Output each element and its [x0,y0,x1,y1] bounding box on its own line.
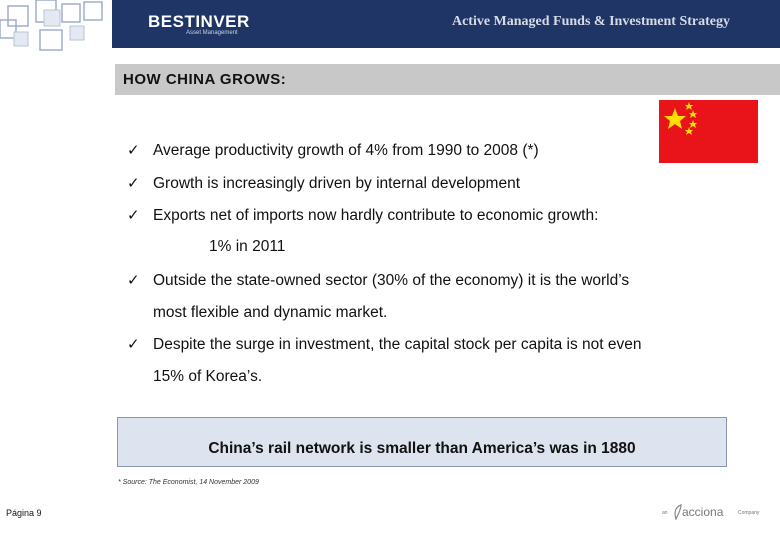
company-suffix: Company [738,510,760,516]
check-icon: ✓ [127,272,140,289]
callout-box [117,417,727,467]
check-icon: ✓ [127,336,140,353]
china-flag-image [659,100,758,163]
brand-logo: BESTINVER [148,12,250,31]
page-number: Página 9 [6,508,42,518]
bullet-text: Outside the state-owned sector (30% of the economy) it is the world’s [153,272,630,289]
callout-text: China’s rail network is smaller than America’s was in 1880 [208,440,636,457]
check-icon: ✓ [127,207,140,224]
check-icon: ✓ [127,142,140,159]
company-name: acciona [682,505,724,519]
page-title: HOW CHINA GROWS: [123,71,287,88]
header-tagline: Active Managed Funds & Investment Strategy [451,14,730,29]
header-band [112,0,780,48]
source-footnote: * Source: The Economist, 14 November 2009 [118,479,259,486]
sub-point: 1% in 2011 [209,238,286,255]
bullet-text-continued: 15% of Korea’s. [153,368,263,385]
bullet-text-continued: most flexible and dynamic market. [153,304,388,321]
check-icon: ✓ [127,175,140,192]
title-bar [115,64,780,95]
brand-subtitle: Asset Management [186,30,238,36]
bullet-text: Exports net of imports now hardly contribute to economic growth: [153,207,599,224]
flag-stars [659,100,758,163]
company-prefix: an [662,510,668,516]
bullet-text: Average productivity growth of 4% from 1990 to 2008 (*) [153,142,539,159]
bullet-text: Despite the surge in investment, the capital stock per capita is not even [153,336,642,353]
logo-squares [0,0,112,62]
bullet-text: Growth is increasingly driven by internal development [153,175,521,192]
acciona-logo [662,500,772,526]
